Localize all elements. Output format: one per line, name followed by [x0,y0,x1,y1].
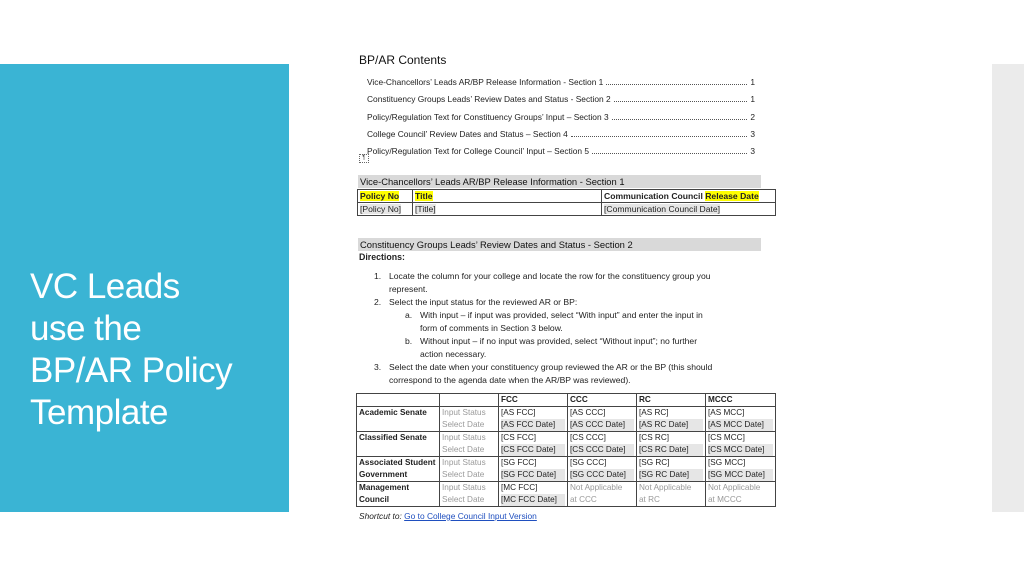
toc-entry[interactable] [367,122,755,139]
toc-entry[interactable] [367,104,755,121]
corner-cell [357,394,440,407]
toc-entry-page: 3 [750,145,755,156]
step-text: Locate the column for your college and locate the row for the constituency group you [389,271,711,281]
group-name: Classified Senate [359,433,427,442]
comm-date-field[interactable] [602,203,776,216]
mccc-cell [706,482,776,507]
input-status-field[interactable]: [SG RC] [639,458,670,467]
input-status-label: Input Status [442,408,486,417]
header-cell [413,190,602,203]
title-field[interactable] [413,203,602,216]
rc-cell[interactable] [637,407,706,432]
toc-leader-dots [571,136,748,137]
input-status-field[interactable]: [AS CCC] [570,408,606,417]
field-labels [440,407,499,432]
group-cell [357,432,440,457]
date-field[interactable]: [CS CCC Date] [570,444,634,456]
release-info-table [357,189,776,216]
not-applicable-text: at MCCC [708,495,742,504]
directions-label: Directions: [359,252,405,262]
not-applicable-text: Not Applicable [570,483,623,492]
policy-no-header: Policy No [360,191,400,201]
group-name: Government [359,470,408,479]
group-name: Academic Senate [359,408,427,417]
comm-council-header: Communication Council [604,191,703,201]
not-applicable-text: Not Applicable [708,483,761,492]
step-text: With input – if input was provided, select “With input” and enter the input in [420,310,703,320]
input-status-label: Input Status [442,458,486,467]
college-council-link[interactable]: Go to College Council Input Version [404,511,537,521]
step-text: action necessary. [420,349,487,359]
anchor-mark-icon: ¶ [359,154,369,163]
title-value: [Title] [415,204,436,214]
slide-title-line: VC Leads [30,267,180,306]
toc-leader-dots [612,119,748,120]
date-field[interactable]: [SG RC Date] [639,469,703,481]
date-field[interactable]: [CS RC Date] [639,444,703,456]
group-name: Council [359,495,390,504]
select-date-label: Select Date [442,470,485,479]
column-header-fcc: FCC [499,394,568,407]
corner-cell [440,394,499,407]
rc-cell[interactable] [637,432,706,457]
input-status-field[interactable]: [AS RC] [639,408,669,417]
input-status-field[interactable]: [AS FCC] [501,408,536,417]
toc-leader-dots [606,84,747,85]
toc-entry[interactable] [367,70,755,87]
release-date-header: Release Date [705,191,759,201]
ccc-cell[interactable] [568,457,637,482]
ccc-cell[interactable] [568,407,637,432]
section-1-header: Vice-Chancellors’ Leads AR/BP Release Information - Section 1 [358,175,761,188]
input-status-field[interactable]: [CS CCC] [570,433,606,442]
date-field[interactable]: [SG FCC Date] [501,469,565,481]
toc-entry-text: Policy/Regulation Text for College Council’ Input – Section 5 [367,145,590,156]
table-row [358,203,776,216]
date-field[interactable]: [SG CCC Date] [570,469,634,481]
column-header-mccc: MCCC [706,394,776,407]
step-text: form of comments in Section 3 below. [420,323,563,333]
select-date-label: Select Date [442,445,485,454]
section-2-header: Constituency Groups Leads’ Review Dates and Status - Section 2 [358,238,761,251]
table-row [357,457,776,482]
step-number: 3. [374,362,382,372]
input-status-label: Input Status [442,433,486,442]
step-text: Select the input status for the reviewed AR or BP: [389,297,578,307]
not-applicable-text: at RC [639,495,660,504]
step-number: 1. [374,271,382,281]
policy-no-value: [Policy No] [360,204,402,214]
field-labels [440,482,499,507]
date-field[interactable]: [AS RC Date] [639,419,703,431]
table-row [358,190,776,203]
comm-date-value: [Communication Council Date] [604,204,721,214]
toc-leader-dots [592,153,747,154]
ccc-cell [568,482,637,507]
date-field[interactable]: [CS MCC Date] [708,444,773,456]
date-field[interactable]: [CS FCC Date] [501,444,565,456]
group-name: Management [359,483,410,492]
document-screenshot [355,50,780,530]
table-row [357,407,776,432]
shortcut-label: Shortcut to: [359,511,402,521]
table-row [357,394,776,407]
step-text: correspond to the agenda date when the AR/BP was reviewed). [389,375,631,385]
input-status-field[interactable]: [MC FCC] [501,483,538,492]
toc-entry-page: 1 [750,77,755,88]
toc-entry-page: 1 [750,94,755,105]
input-status-label: Input Status [442,483,486,492]
step-letter: b. [405,336,413,346]
side-panel [0,64,289,512]
header-cell [358,190,413,203]
toc-entry-page: 3 [750,128,755,139]
input-status-field[interactable]: [CS MCC] [708,433,745,442]
step-text: represent. [389,284,428,294]
mccc-cell[interactable] [706,457,776,482]
table-of-contents [367,70,755,156]
slide-title-line: BP/AR Policy [30,351,233,390]
step-text: Without input – if no input was provided, select “Without input”; no further [420,336,698,346]
rc-cell [637,482,706,507]
toc-leader-dots [614,101,748,102]
step-text: Select the date when your constituency group reviewed the AR or the BP (this should [389,362,713,372]
title-header: Title [415,191,433,201]
fcc-cell[interactable] [499,407,568,432]
slide-title-line: use the [30,309,142,348]
column-header-ccc: CCC [568,394,637,407]
date-field[interactable]: [MC FCC Date] [501,494,565,506]
table-row [357,482,776,507]
toc-entry[interactable] [367,87,755,104]
slide-title-line: Template [30,393,169,432]
group-cell [357,482,440,507]
toc-entry-text: Vice-Chancellors’ Leads AR/BP Release Information - Section 1 [367,77,604,88]
ccc-cell[interactable] [568,432,637,457]
input-status-field[interactable]: [SG MCC] [708,458,746,467]
group-cell [357,457,440,482]
date-field[interactable]: [AS FCC Date] [501,419,565,431]
input-status-field[interactable]: [AS MCC] [708,408,745,417]
toc-entry-text: Policy/Regulation Text for Constituency Groups’ Input – Section 3 [367,111,609,122]
shortcut-line [359,511,537,521]
toc-entry[interactable] [367,139,755,156]
toc-entry-text: College Council’ Review Dates and Status – Section 4 [367,128,568,139]
not-applicable-text: Not Applicable [639,483,692,492]
rc-cell[interactable] [637,457,706,482]
table-row [357,432,776,457]
right-edge-strip [992,64,1024,512]
select-date-label: Select Date [442,495,485,504]
header-cell [602,190,776,203]
group-name: Associated Student [359,458,436,467]
mccc-cell[interactable] [706,432,776,457]
date-field[interactable]: [AS CCC Date] [570,419,634,431]
group-cell [357,407,440,432]
review-status-table [356,393,776,507]
fcc-cell[interactable] [499,432,568,457]
toc-entry-text: Constituency Groups Leads’ Review Dates and Status - Section 2 [367,94,611,105]
date-field[interactable]: [AS MCC Date] [708,419,773,431]
slide-title [30,266,280,434]
step-number: 2. [374,297,382,307]
fcc-cell[interactable] [499,482,568,507]
field-labels [440,432,499,457]
fcc-cell[interactable] [499,457,568,482]
step-letter: a. [405,310,413,320]
input-status-field[interactable]: [CS FCC] [501,433,537,442]
select-date-label: Select Date [442,420,485,429]
not-applicable-text: at CCC [570,495,597,504]
date-field[interactable]: [SG MCC Date] [708,469,773,481]
input-status-field[interactable]: [CS RC] [639,433,670,442]
contents-heading: BP/AR Contents [359,53,447,67]
input-status-field[interactable]: [SG CCC] [570,458,607,467]
mccc-cell[interactable] [706,407,776,432]
input-status-field[interactable]: [SG FCC] [501,458,537,467]
toc-entry-page: 2 [750,111,755,122]
policy-no-field[interactable] [358,203,413,216]
column-header-rc: RC [637,394,706,407]
field-labels [440,457,499,482]
